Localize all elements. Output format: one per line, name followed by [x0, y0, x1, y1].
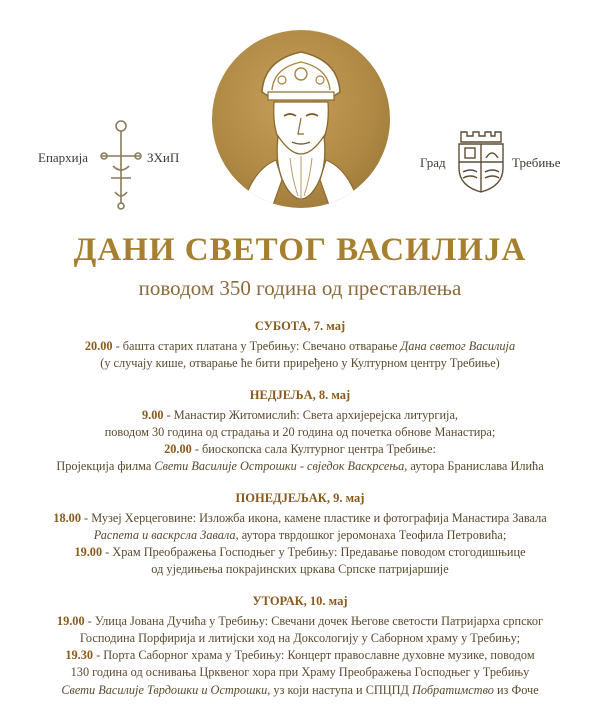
time: 20.00	[84, 339, 113, 354]
day-heading: СУБОТА, 7. мај	[254, 319, 346, 333]
program-line	[0, 544, 600, 561]
event-subtitle: поводом 350 година од преставлења	[138, 276, 462, 300]
time: 20.00	[164, 442, 192, 457]
eparchy-label-right: ЗХиП	[147, 150, 180, 165]
text: , аутора тврдошког јеромонаха Теофила Петровића;	[235, 528, 507, 543]
italic-text: Дана светог Василија	[400, 339, 516, 354]
italic-text: Распета и васкрсла Завала	[93, 528, 236, 543]
italic-text: Свети Василије Острошки - свједок Васкрсења	[154, 459, 405, 474]
text: - Порта Саборног храма у Требињу: Концерт православне духовне музике, поводом	[93, 648, 535, 663]
cross-icon	[98, 118, 144, 215]
city-label-right: Требиње	[512, 155, 561, 170]
day-heading: УТОРАК, 10. мај	[252, 593, 348, 608]
day-block-monday	[0, 490, 600, 579]
time: 19.30	[65, 648, 94, 663]
text: од уједињења покрајинских цркава Српске патријаршије	[151, 562, 449, 577]
city-label-left: Град	[420, 155, 446, 170]
program-line	[0, 424, 600, 441]
program-schedule	[0, 318, 600, 713]
text: 130 година од оснивања Црквеног хора при Храму Преображења Господњег у Требињу	[70, 665, 530, 680]
text: поводом 30 година од страдања и 20 година од почетка обнове Манастира;	[104, 425, 496, 440]
time: 18.00	[53, 510, 81, 525]
text: Пројекција филма	[56, 459, 155, 474]
italic-text: Свети Василије Тврдошки и Острошки	[61, 682, 268, 697]
program-line	[0, 441, 600, 458]
day-heading: ПОНЕДЈЕЉАК, 9. мај	[235, 490, 365, 505]
text: (у случају кише, отварање ће бити приређено у Културном центру Требиње)	[100, 356, 500, 371]
time: 19.00	[74, 545, 103, 560]
text: - Музеј Херцеговине: Изложба икона, камене пластике и фотографија Манастира Завала	[80, 510, 547, 525]
text: - Манастир Житомислић: Света архијерејска литургија,	[163, 407, 458, 422]
text: , аутора Бранислава Илића	[404, 459, 544, 474]
time: 19.00	[56, 613, 85, 628]
program-line	[0, 338, 600, 355]
program-line	[0, 510, 600, 527]
eparchy-label-left: Епархија	[38, 150, 89, 165]
day-block-sunday	[0, 387, 600, 476]
program-line	[0, 561, 600, 578]
text: , уз који наступа и СПЦПД	[267, 682, 412, 697]
text: - башта старих платана у Требињу: Свечано отварање	[112, 339, 401, 354]
text: - Храм Преображења Господњег у Требињу: Предавање поводом стогодишњице	[102, 545, 526, 560]
saint-illustration	[212, 30, 390, 208]
program-line	[0, 355, 600, 372]
time: 9.00	[141, 407, 164, 422]
day-block-saturday	[0, 318, 600, 373]
program-line	[0, 407, 600, 424]
text: из Фоче	[493, 682, 539, 697]
program-line	[0, 458, 600, 475]
program-line	[0, 527, 600, 544]
italic-text: Побратимство	[412, 682, 494, 697]
day-block-tuesday	[0, 593, 600, 699]
program-line	[0, 682, 600, 699]
program-line	[0, 613, 600, 630]
city-coat-of-arms-icon	[455, 124, 507, 199]
text: - биоскопска сала Културног центра Требиње:	[191, 442, 436, 457]
program-line	[0, 630, 600, 647]
day-heading: НЕДЈЕЉА, 8. мај	[249, 387, 351, 402]
text: Господина Порфирија и литијски ход на Доксологију у Саборном храму у Требињу;	[79, 631, 521, 646]
program-line	[0, 647, 600, 664]
program-line	[0, 664, 600, 681]
event-title: ДАНИ СВЕТОГ ВАСИЛИЈА	[73, 232, 527, 268]
text: - Улица Јована Дучића у Требињу: Свечани дочек Његове светости Патријарха српског	[84, 613, 544, 628]
